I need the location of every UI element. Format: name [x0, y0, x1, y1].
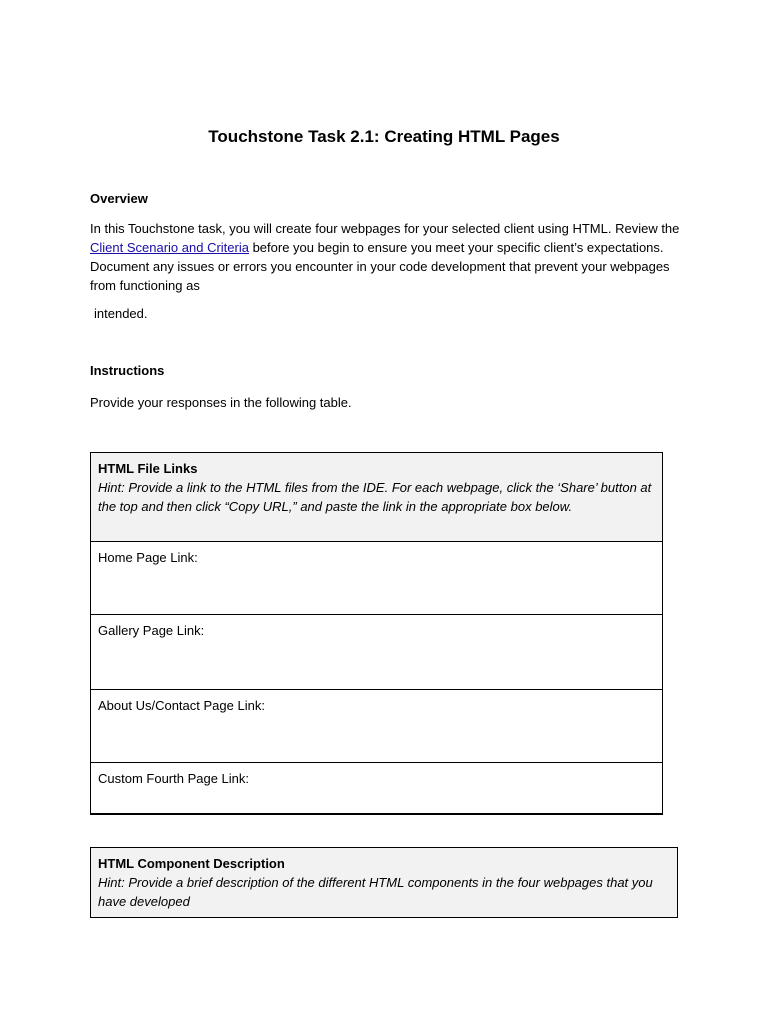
component-hint: Hint: Provide a brief description of the different HTML components in the four webpages that you have developed	[98, 875, 653, 909]
file-links-hint: Hint: Provide a link to the HTML files from the IDE. For each webpage, click the ‘Share’ button at the top and then click “Copy URL,” and paste the link in the appropriate box below.	[98, 480, 652, 514]
component-description-table	[90, 847, 678, 918]
component-title: HTML Component Description	[98, 856, 285, 871]
client-scenario-link[interactable]: Client Scenario and Criteria	[90, 240, 249, 255]
component-header-cell	[91, 848, 678, 918]
table-row	[91, 542, 663, 615]
instructions-text: Provide your responses in the following table.	[90, 395, 352, 410]
overview-heading: Overview	[90, 191, 148, 206]
overview-text-start: In this Touchstone task, you will create four webpages for your selected client using HTML. Review the	[90, 221, 680, 236]
overview-continuation: intended.	[94, 306, 148, 321]
table-header-row	[91, 848, 678, 918]
file-links-header-cell	[91, 453, 663, 542]
table-row	[91, 763, 663, 815]
file-links-table	[90, 452, 663, 815]
instructions-heading: Instructions	[90, 363, 165, 378]
overview-text-end: before you begin to ensure you meet your specific client’s expectations. Document any issues or errors you encounter in your code development that prevent your webpages from functioning as	[90, 240, 670, 293]
home-page-link-cell[interactable]: Home Page Link:	[91, 542, 663, 615]
table-header-row	[91, 453, 663, 542]
custom-fourth-page-link-cell[interactable]: Custom Fourth Page Link:	[91, 763, 663, 815]
file-links-title: HTML File Links	[98, 461, 198, 476]
document-title: Touchstone Task 2.1: Creating HTML Pages	[208, 127, 560, 146]
table-row	[91, 615, 663, 690]
table-row	[91, 690, 663, 763]
gallery-page-link-cell[interactable]: Gallery Page Link:	[91, 615, 663, 690]
overview-paragraph	[90, 219, 680, 295]
about-contact-page-link-cell[interactable]: About Us/Contact Page Link:	[91, 690, 663, 763]
